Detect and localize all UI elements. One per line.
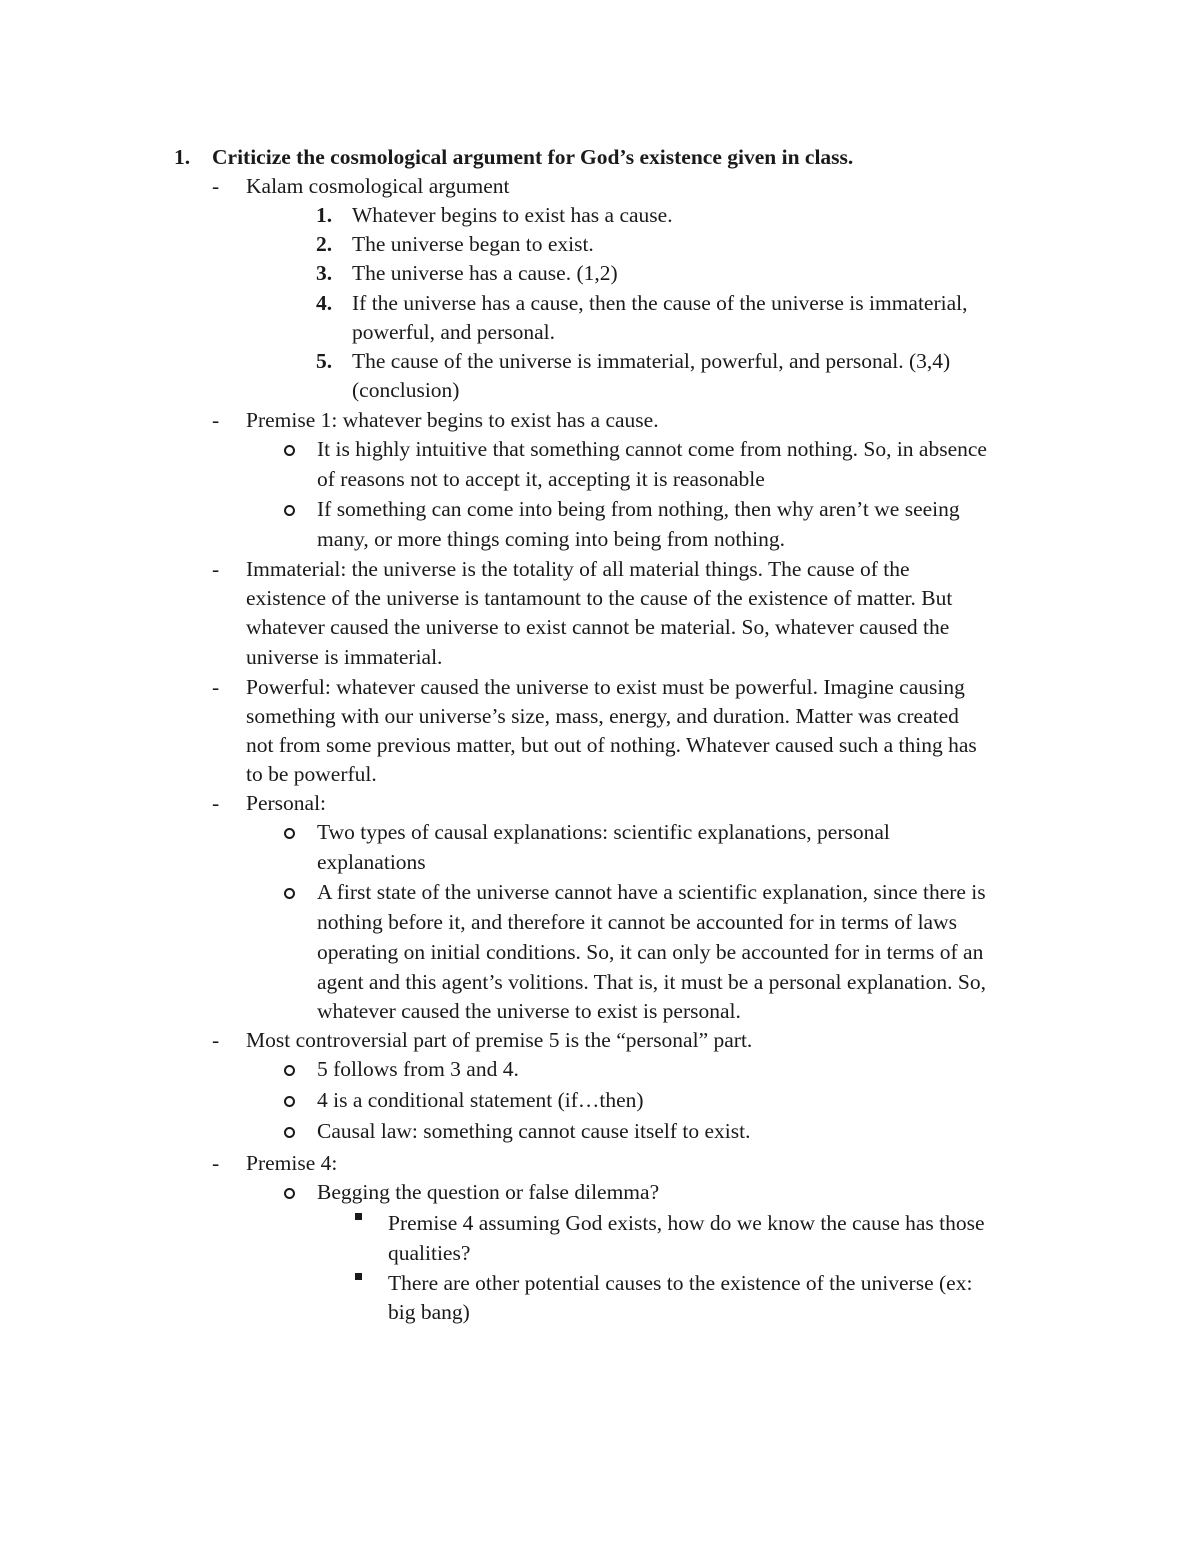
subbullet-text: big bang): [388, 1300, 470, 1324]
bullet-text: agent and this agent’s volitions. That is, it must be a personal explanation. So,: [317, 970, 986, 994]
section-controversial-title: Most controversial part of premise 5 is the “personal” part.: [246, 1028, 753, 1052]
dash-marker: -: [212, 1028, 220, 1052]
premise-text: The universe began to exist.: [352, 232, 594, 256]
premise-text: (conclusion): [352, 378, 460, 402]
question-number: 1.: [174, 145, 191, 169]
bullet-text: whatever caused the universe to exist is personal.: [317, 999, 741, 1023]
dash-marker: -: [212, 1151, 220, 1175]
section-premise1-title: Premise 1: whatever begins to exist has a cause.: [246, 408, 659, 432]
premise-text: The cause of the universe is immaterial, powerful, and personal. (3,4): [352, 349, 951, 373]
premise-text: The universe has a cause. (1,2): [352, 261, 618, 285]
powerful-text: Powerful: whatever caused the universe to exist must be powerful. Imagine causing: [246, 675, 965, 699]
powerful-text: to be powerful.: [246, 762, 377, 786]
bullet-text: explanations: [317, 850, 426, 874]
section-kalam-title: Kalam cosmological argument: [246, 174, 510, 198]
bullet-text: It is highly intuitive that something cannot come from nothing. So, in absence: [317, 437, 987, 461]
premise-text: Whatever begins to exist has a cause.: [352, 203, 673, 227]
bullet-circle-icon: [284, 1096, 295, 1107]
bullet-text: Begging the question or false dilemma?: [317, 1180, 660, 1204]
bullet-text: nothing before it, and therefore it cannot be accounted for in terms of laws: [317, 910, 957, 934]
immaterial-text: Immaterial: the universe is the totality of all material things. The cause of the: [246, 557, 910, 581]
bullet-square-icon: [355, 1273, 362, 1280]
bullet-circle-icon: [284, 1188, 295, 1199]
dash-marker: -: [212, 557, 220, 581]
bullet-text: If something can come into being from nothing, then why aren’t we seeing: [317, 497, 960, 521]
section-premise4-title: Premise 4:: [246, 1151, 338, 1175]
dash-marker: -: [212, 791, 220, 815]
premise-text: powerful, and personal.: [352, 320, 555, 344]
section-personal-title: Personal:: [246, 791, 327, 815]
premise-number: 4.: [316, 291, 333, 315]
bullet-text: Causal law: something cannot cause itself to exist.: [317, 1119, 751, 1143]
immaterial-text: existence of the universe is tantamount to the cause of the existence of matter. But: [246, 586, 953, 610]
premise-number: 2.: [316, 232, 333, 256]
bullet-text: of reasons not to accept it, accepting it is reasonable: [317, 467, 765, 491]
bullet-circle-icon: [284, 445, 295, 456]
premise-number: 1.: [316, 203, 333, 227]
bullet-square-icon: [355, 1213, 362, 1220]
dash-marker: -: [212, 408, 220, 432]
question-heading: Criticize the cosmological argument for God’s existence given in class.: [212, 145, 854, 169]
bullet-circle-icon: [284, 1065, 295, 1076]
dash-marker: -: [212, 675, 220, 699]
powerful-text: something with our universe’s size, mass, energy, and duration. Matter was created: [246, 704, 959, 728]
bullet-text: Two types of causal explanations: scientific explanations, personal: [317, 820, 890, 844]
bullet-text: A first state of the universe cannot have a scientific explanation, since there is: [317, 880, 986, 904]
bullet-circle-icon: [284, 828, 295, 839]
powerful-text: not from some previous matter, but out of nothing. Whatever caused such a thing has: [246, 733, 977, 757]
premise-text: If the universe has a cause, then the cause of the universe is immaterial,: [352, 291, 968, 315]
immaterial-text: universe is immaterial.: [246, 645, 443, 669]
bullet-circle-icon: [284, 1127, 295, 1138]
bullet-text: 4 is a conditional statement (if…then): [317, 1088, 644, 1112]
subbullet-text: qualities?: [388, 1241, 471, 1265]
dash-marker: -: [212, 174, 220, 198]
subbullet-text: Premise 4 assuming God exists, how do we know the cause has those: [388, 1211, 985, 1235]
bullet-circle-icon: [284, 505, 295, 516]
bullet-text: 5 follows from 3 and 4.: [317, 1057, 519, 1081]
bullet-circle-icon: [284, 888, 295, 899]
premise-number: 5.: [316, 349, 333, 373]
subbullet-text: There are other potential causes to the existence of the universe (ex:: [388, 1271, 973, 1295]
premise-number: 3.: [316, 261, 333, 285]
bullet-text: many, or more things coming into being from nothing.: [317, 527, 785, 551]
immaterial-text: whatever caused the universe to exist cannot be material. So, whatever caused the: [246, 615, 950, 639]
bullet-text: operating on initial conditions. So, it can only be accounted for in terms of an: [317, 940, 984, 964]
